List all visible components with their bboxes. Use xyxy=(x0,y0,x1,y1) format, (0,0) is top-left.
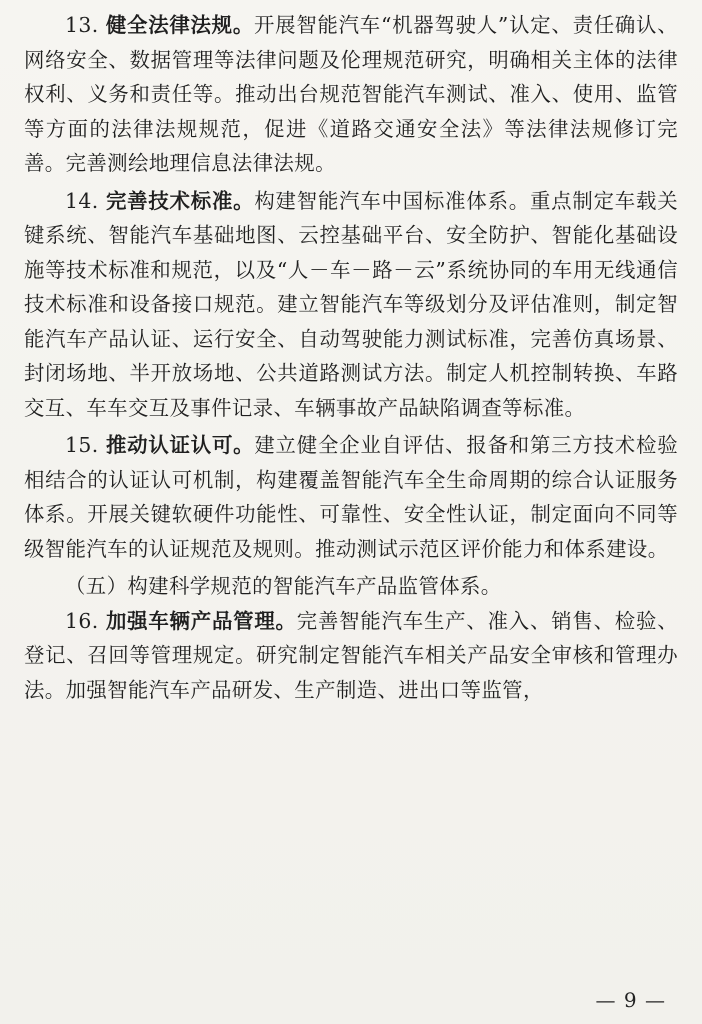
paragraph-15 xyxy=(24,428,678,566)
paragraph-text: 构建智能汽车中国标准体系。重点制定车载关键系统、智能汽车基础地图、云控基础平台、安全防护、智能化基础设施等技术标准和规范，以及“人－车－路－云”系统协同的车用无线通信技术标准和设备接口规范。建立智能汽车等级划分及评估准则，制定智能汽车产品认证、运行安全、自动驾驶能力测试标准，完善仿真场景、封闭场地、半开放场地、公共道路测试方法。制定人机控制转换、车路交互、车车交互及事件记录、车辆事故产品缺陷调查等标准。 xyxy=(24,188,678,420)
paragraph-number: 14. xyxy=(65,188,99,213)
document-body xyxy=(24,8,678,707)
paragraph-number: 15. xyxy=(65,433,99,457)
paragraph-number: 13. xyxy=(65,13,99,37)
paragraph-text: 完善智能汽车生产、准入、销售、检验、登记、召回等管理规定。研究制定智能汽车相关产品安全审核和管理办法。加强智能汽车产品研发、生产制造、进出口等监管， xyxy=(24,608,678,702)
paragraph-number: 16. xyxy=(65,608,99,633)
paragraph-text: 建立健全企业自评估、报备和第三方技术检验相结合的认证认可机制，构建覆盖智能汽车全生命周期的综合认证服务体系。开展关键软硬件功能性、可靠性、安全性认证，制定面向不同等级智能汽车的认证规范及规则。推动测试示范区评价能力和体系建设。 xyxy=(24,433,678,561)
paragraph-text: 开展智能汽车“机器驾驶人”认定、责任确认、网络安全、数据管理等法律问题及伦理规范研究，明确相关主体的法律权利、义务和责任等。推动出台规范智能汽车测试、准入、使用、监管等方面的法律法规规范，促进《道路交通安全法》等法律法规修订完善。完善测绘地理信息法律法规。 xyxy=(24,13,678,175)
paragraph-heading: 健全法律法规。 xyxy=(105,13,254,37)
paragraph-heading: 推动认证认可。 xyxy=(105,433,255,457)
paragraph-14 xyxy=(24,184,678,426)
page-number: — 9 — xyxy=(595,988,666,1012)
paragraph-heading: 完善技术标准。 xyxy=(105,188,255,213)
paragraph-13 xyxy=(24,8,678,181)
paragraph-16 xyxy=(24,604,678,708)
paragraph-heading: 加强车辆产品管理。 xyxy=(105,608,297,633)
section-heading: （五）构建科学规范的智能汽车产品监管体系。 xyxy=(65,574,502,598)
